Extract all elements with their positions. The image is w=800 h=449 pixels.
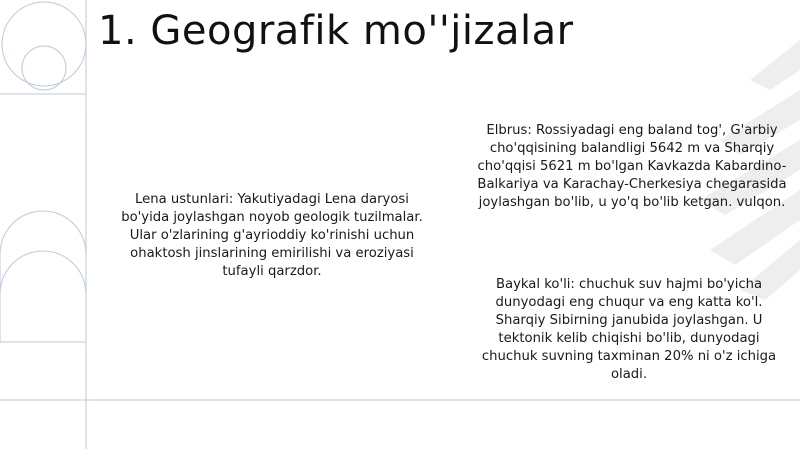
deco-arch-2 (0, 251, 86, 342)
text-block-elbrus: Elbrus: Rossiyadagi eng baland tog', G'arbiy cho'qqisining balandligi 5642 m va Sharqiy cho'qqisi 5621 m bo'lgan Kavkazda Kabardino- Balkariya va Karachay-Cherkesiya chegarasida joylashgan bo'lib, u yo'q bo'lib ketgan. vulqon. (477, 123, 787, 210)
slide-title: 1. Geografik mo''jizalar (98, 8, 574, 54)
deco-circle-small (22, 46, 66, 90)
deco-circle-large (2, 2, 86, 86)
text-block-lena-pillars: Lena ustunlari: Yakutiyadagi Lena daryosi bo'yida joylashgan noyob geologik tuzilmalar. Ular o'zlarining g'ayrioddiy ko'rinishi uchun ohaktosh jinslarining emirilishi va eroziyasi tufayli qarzdor. (121, 192, 423, 279)
text-block-baikal: Baykal ko'li: chuchuk suv hajmi bo'yicha dunyodagi eng chuqur va eng katta ko'l. Sharqiy Sibirning janubida joylashgan. U tektonik kelib chiqishi bo'lib, dunyodagi chuchuk suvning taxminan 20% ni o'z ichiga oladi. (481, 277, 777, 382)
